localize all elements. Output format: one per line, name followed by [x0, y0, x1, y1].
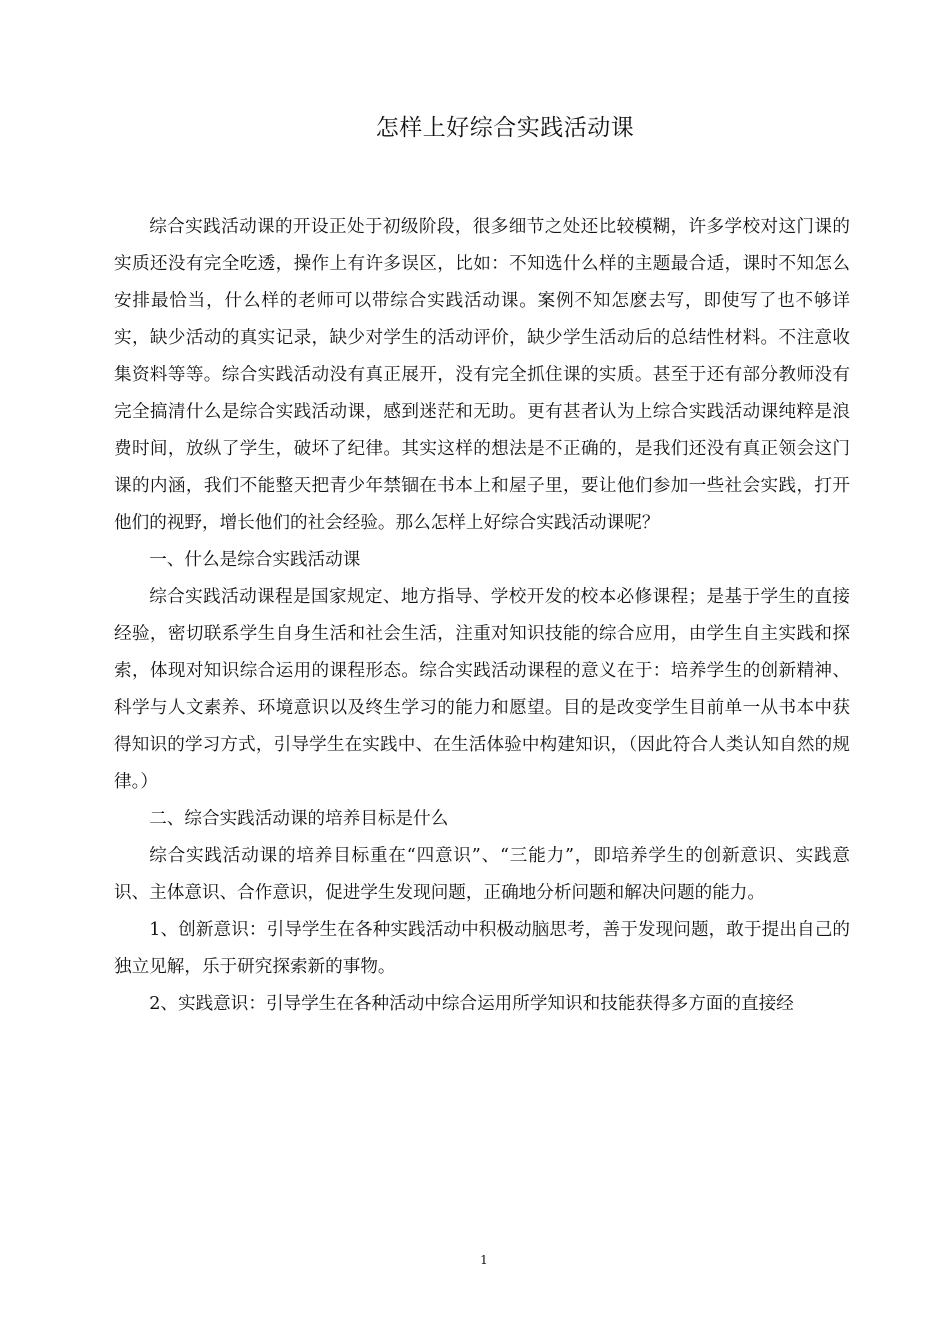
section-heading-1: 一、什么是综合实践活动课	[149, 550, 361, 570]
definition-paragraph: 综合实践活动课程是国家规定、地方指导、学校开发的校本必修课程；是基于学生的直接经验，密切联系学生自身生活和社会生活，注重对知识技能的综合应用，由学生自主实践和探索，体现对知识综合运用的课程形态。综合实践活动课程的意义在于：培养学生的创新精神、科学与人文素养、环境意识以及终生学习的能力和愿望。目的是改变学生目前单一从书本中获得知识的学习方式，引导学生在实践中、在生活体验中构建知识，（因此符合人类认知自然的规律。）	[114, 587, 850, 792]
goals-paragraph: 综合实践活动课的培养目标重在“四意识”、“三能力”，即培养学生的创新意识、实践意识、主体意识、合作意识，促进学生发现问题，正确地分析问题和解决问题的能力。	[114, 846, 850, 903]
document-title: 怎样上好综合实践活动课	[375, 115, 635, 141]
page-number: 1	[480, 1253, 488, 1267]
practice-awareness-paragraph: 2、实践意识：引导学生在各种活动中综合运用所学知识和技能获得多方面的直接经	[149, 994, 794, 1014]
document-body	[114, 209, 850, 1023]
section-heading-2: 二、综合实践活动课的培养目标是什么	[149, 809, 449, 829]
innovation-awareness-paragraph: 1、创新意识：引导学生在各种实践活动中积极动脑思考，善于发现问题，敢于提出自己的独立见解，乐于研究探索新的事物。	[114, 920, 850, 977]
intro-paragraph: 综合实践活动课的开设正处于初级阶段，很多细节之处还比较模糊，许多学校对这门课的实质还没有完全吃透，操作上有许多误区，比如：不知选什么样的主题最合适，课时不知怎么安排最恰当，什么样的老师可以带综合实践活动课。案例不知怎麽去写，即使写了也不够详实，缺少活动的真实记录，缺少对学生的活动评价，缺少学生活动后的总结性材料。不注意收集资料等等。综合实践活动没有真正展开，没有完全抓住课的实质。甚至于还有部分教师没有完全搞清什么是综合实践活动课，感到迷茫和无助。更有甚者认为上综合实践活动课纯粹是浪费时间，放纵了学生，破坏了纪律。其实这样的想法是不正确的，是我们还没有真正领会这门课的内涵，我们不能整天把青少年禁锢在书本上和屋子里，要让他们参加一些社会实践，打开他们的视野，增长他们的社会经验。那么怎样上好综合实践活动课呢？	[114, 217, 850, 533]
